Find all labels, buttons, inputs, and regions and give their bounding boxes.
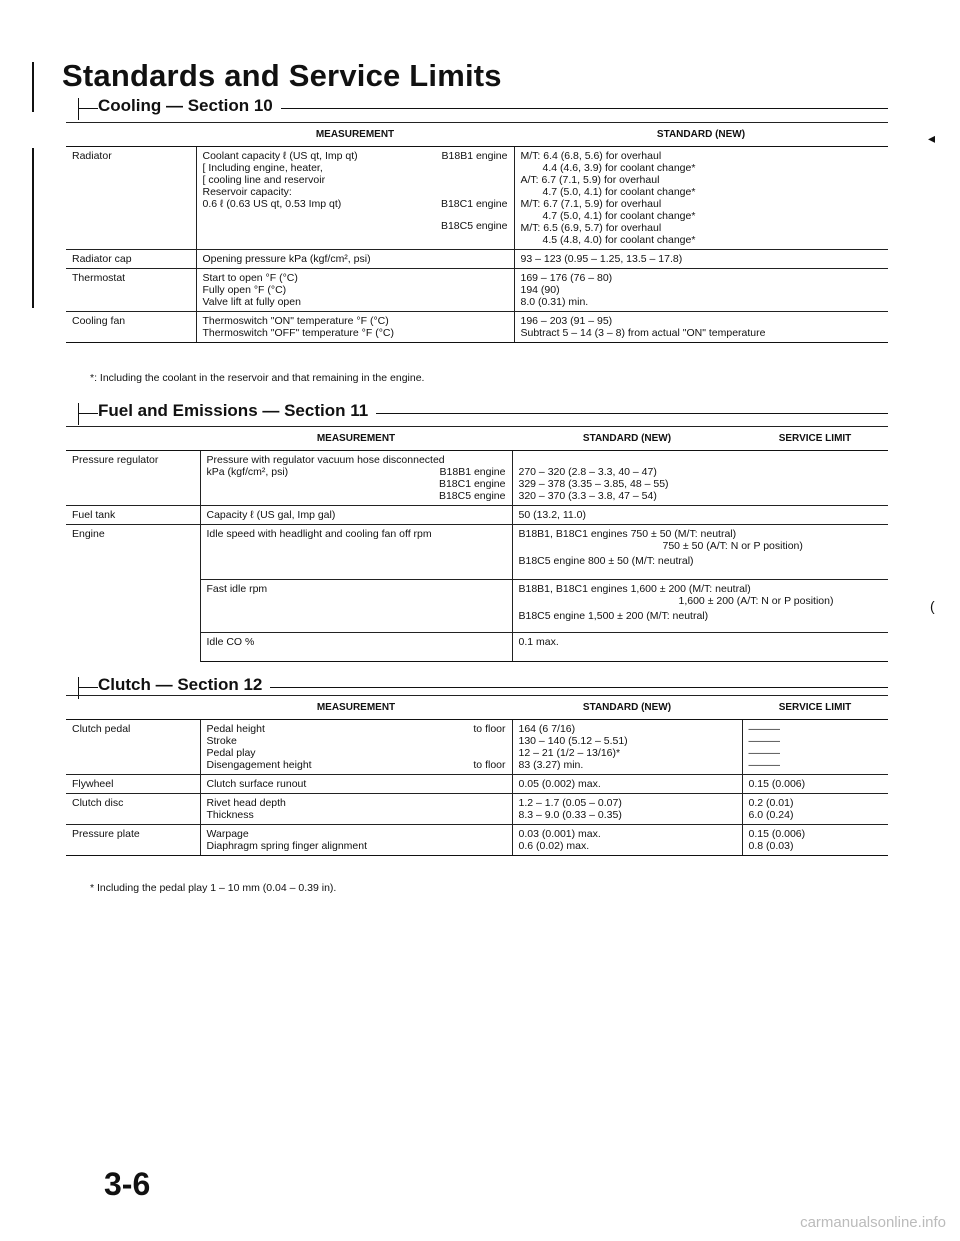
- row-measure: Fully open °F (°C): [202, 284, 287, 296]
- row-measure: Pedal play: [206, 747, 256, 759]
- row-item: Clutch disc: [66, 794, 200, 825]
- row-standard: 1.2 – 1.7 (0.05 – 0.07): [518, 797, 622, 809]
- row-measure-note: to floor: [473, 759, 506, 771]
- row-measure: Opening pressure kPa (kgf/cm², psi): [196, 250, 514, 269]
- margin-mark-right-2: (: [930, 598, 935, 614]
- row-standard: 0.05 (0.002) max.: [512, 775, 742, 794]
- row-standard: 329 – 378 (3.35 – 3.85, 48 – 55): [518, 478, 669, 490]
- row-measure: [ cooling line and reservoir: [202, 174, 326, 186]
- engine-label: B18C5 engine: [440, 220, 508, 232]
- row-limit: ———: [748, 723, 780, 735]
- engine-label: B18B1 engine: [439, 466, 506, 478]
- margin-mark-right: ◂: [928, 130, 936, 146]
- row-standard: M/T: 6.7 (7.1, 5.9) for overhaul: [520, 198, 662, 210]
- row-measure: Rivet head depth: [206, 797, 286, 809]
- row-measure: Thermoswitch "ON" temperature °F (°C): [202, 315, 389, 327]
- row-standard: B18C5 engine 800 ± 50 (M/T: neutral): [518, 555, 694, 567]
- row-standard: 750 ± 50 (A/T: N or P position): [662, 540, 803, 552]
- row-standard: 50 (13.2, 11.0): [512, 506, 888, 525]
- row-standard: 270 – 320 (2.8 – 3.3, 40 – 47): [518, 466, 657, 478]
- page-number: 3-6: [104, 1166, 151, 1202]
- table-row: [66, 451, 888, 506]
- row-standard: B18B1, B18C1 engines 750 ± 50 (M/T: neutral): [518, 528, 737, 540]
- row-measure: Clutch surface runout: [200, 775, 512, 794]
- fuel-header-measurement: MEASUREMENT: [200, 427, 512, 451]
- row-standard: 130 – 140 (5.12 – 5.51): [518, 735, 628, 747]
- row-item: Cooling fan: [66, 312, 196, 343]
- clutch-section-title: Clutch — Section 12: [98, 675, 270, 695]
- row-standard: 1,600 ± 200 (A/T: N or P position): [678, 595, 834, 607]
- row-measure: Diaphragm spring finger alignment: [206, 840, 367, 852]
- row-limit: 0.2 (0.01): [748, 797, 794, 809]
- row-item: Radiator cap: [66, 250, 196, 269]
- row-limit: 0.15 (0.006): [742, 775, 888, 794]
- clutch-table: [66, 695, 888, 856]
- cooling-header-measurement: MEASUREMENT: [196, 123, 514, 147]
- table-row: [66, 506, 888, 525]
- row-item: Engine: [66, 525, 200, 662]
- row-item: Pressure plate: [66, 825, 200, 856]
- row-standard: 4.7 (5.0, 4.1) for coolant change*: [542, 186, 696, 198]
- cooling-section-title: Cooling — Section 10: [98, 96, 281, 116]
- row-standard: 320 – 370 (3.3 – 3.8, 47 – 54): [518, 490, 657, 502]
- row-standard: Subtract 5 – 14 (3 – 8) from actual "ON" temperature: [520, 327, 766, 339]
- row-item: Thermostat: [66, 269, 196, 312]
- clutch-header-measurement: MEASUREMENT: [200, 696, 512, 720]
- table-row: [66, 794, 888, 825]
- fuel-header-standard: STANDARD (NEW): [512, 427, 742, 451]
- row-standard: 0.1 max.: [512, 633, 888, 662]
- row-limit: 0.8 (0.03): [748, 840, 794, 852]
- row-measure: Pedal height: [206, 723, 265, 735]
- row-standard: B18C5 engine 1,500 ± 200 (M/T: neutral): [518, 610, 709, 622]
- row-standard: 8.3 – 9.0 (0.33 – 0.35): [518, 809, 622, 821]
- row-measure: Pressure with regulator vacuum hose disconnected: [206, 454, 445, 466]
- row-standard: 4.5 (4.8, 4.0) for coolant change*: [542, 234, 696, 246]
- row-measure-note: to floor: [473, 723, 506, 735]
- engine-label: B18B1 engine: [441, 150, 508, 162]
- clutch-footnote: * Including the pedal play 1 – 10 mm (0.04 – 0.39 in).: [90, 882, 337, 894]
- fuel-header-limit: SERVICE LIMIT: [742, 427, 888, 451]
- row-measure: Reservoir capacity:: [202, 186, 292, 198]
- row-standard: 8.0 (0.31) min.: [520, 296, 589, 308]
- watermark: carmanualsonline.info: [800, 1214, 946, 1231]
- row-standard: 93 – 123 (0.95 – 1.25, 13.5 – 17.8): [514, 250, 888, 269]
- engine-label: B18C5 engine: [438, 490, 506, 502]
- row-item: Pressure regulator: [66, 451, 200, 506]
- row-measure: Coolant capacity ℓ (US qt, Imp qt): [202, 150, 358, 162]
- row-standard: 4.4 (4.6, 3.9) for coolant change*: [542, 162, 696, 174]
- clutch-header-standard: STANDARD (NEW): [512, 696, 742, 720]
- clutch-header-limit: SERVICE LIMIT: [742, 696, 888, 720]
- row-limit: ———: [748, 747, 780, 759]
- table-row: [66, 312, 888, 343]
- cooling-footnote: *: Including the coolant in the reservoir and that remaining in the engine.: [90, 372, 425, 384]
- row-measure: Idle CO %: [200, 633, 512, 662]
- page-title: Standards and Service Limits: [62, 58, 502, 93]
- row-measure: Valve lift at fully open: [202, 296, 301, 308]
- row-standard: M/T: 6.4 (6.8, 5.6) for overhaul: [520, 150, 662, 162]
- row-measure: Start to open °F (°C): [202, 272, 298, 284]
- fuel-section-title: Fuel and Emissions — Section 11: [98, 401, 376, 421]
- row-item: Clutch pedal: [66, 720, 200, 775]
- row-item: Fuel tank: [66, 506, 200, 525]
- row-standard: B18B1, B18C1 engines 1,600 ± 200 (M/T: neutral): [518, 583, 751, 595]
- row-standard: 196 – 203 (91 – 95): [520, 315, 613, 327]
- row-standard: 12 – 21 (1/2 – 13/16)*: [518, 747, 621, 759]
- table-row: [66, 250, 888, 269]
- row-standard: 164 (6 7/16): [518, 723, 576, 735]
- engine-label: B18C1 engine: [438, 478, 506, 490]
- row-measure: Capacity ℓ (US gal, Imp gal): [200, 506, 512, 525]
- row-standard: A/T: 6.7 (7.1, 5.9) for overhaul: [520, 174, 660, 186]
- row-limit: ———: [748, 759, 780, 771]
- row-measure: Thermoswitch "OFF" temperature °F (°C): [202, 327, 394, 339]
- row-item: Radiator: [66, 147, 196, 250]
- fuel-table: [66, 426, 888, 662]
- row-standard: 0.6 (0.02) max.: [518, 840, 590, 852]
- row-measure: kPa (kgf/cm², psi): [206, 466, 289, 478]
- row-limit: 0.15 (0.006): [748, 828, 806, 840]
- row-standard: 169 – 176 (76 – 80): [520, 272, 613, 284]
- row-measure: Fast idle rpm: [200, 580, 512, 633]
- cooling-header-standard: STANDARD (NEW): [514, 123, 888, 147]
- row-item: Flywheel: [66, 775, 200, 794]
- row-limit: 6.0 (0.24): [748, 809, 794, 821]
- row-measure: Idle speed with headlight and cooling fan off rpm: [200, 525, 512, 580]
- fuel-section-header: [78, 403, 888, 427]
- cooling-section-header: [78, 98, 888, 122]
- row-standard: 0.03 (0.001) max.: [518, 828, 601, 840]
- table-row: [66, 720, 888, 775]
- table-row: [66, 147, 888, 250]
- cooling-table: [66, 122, 888, 343]
- table-row: [66, 825, 888, 856]
- binding-mark-middle: [32, 148, 34, 308]
- row-measure: Stroke: [206, 735, 237, 747]
- binding-mark-top: [32, 62, 34, 112]
- table-row: [66, 775, 888, 794]
- row-standard: M/T: 6.5 (6.9, 5.7) for overhaul: [520, 222, 662, 234]
- engine-label: B18C1 engine: [440, 198, 508, 210]
- table-row: [66, 269, 888, 312]
- table-row: [66, 525, 888, 580]
- row-measure: Warpage: [206, 828, 249, 840]
- row-measure: 0.6 ℓ (0.63 US qt, 0.53 Imp qt): [202, 198, 342, 210]
- row-standard: 83 (3.27) min.: [518, 759, 584, 771]
- row-measure: [ Including engine, heater,: [202, 162, 323, 174]
- row-limit: ———: [748, 735, 780, 747]
- row-standard: 4.7 (5.0, 4.1) for coolant change*: [542, 210, 696, 222]
- row-measure: Thickness: [206, 809, 254, 821]
- row-standard: 194 (90): [520, 284, 560, 296]
- row-measure: Disengagement height: [206, 759, 312, 771]
